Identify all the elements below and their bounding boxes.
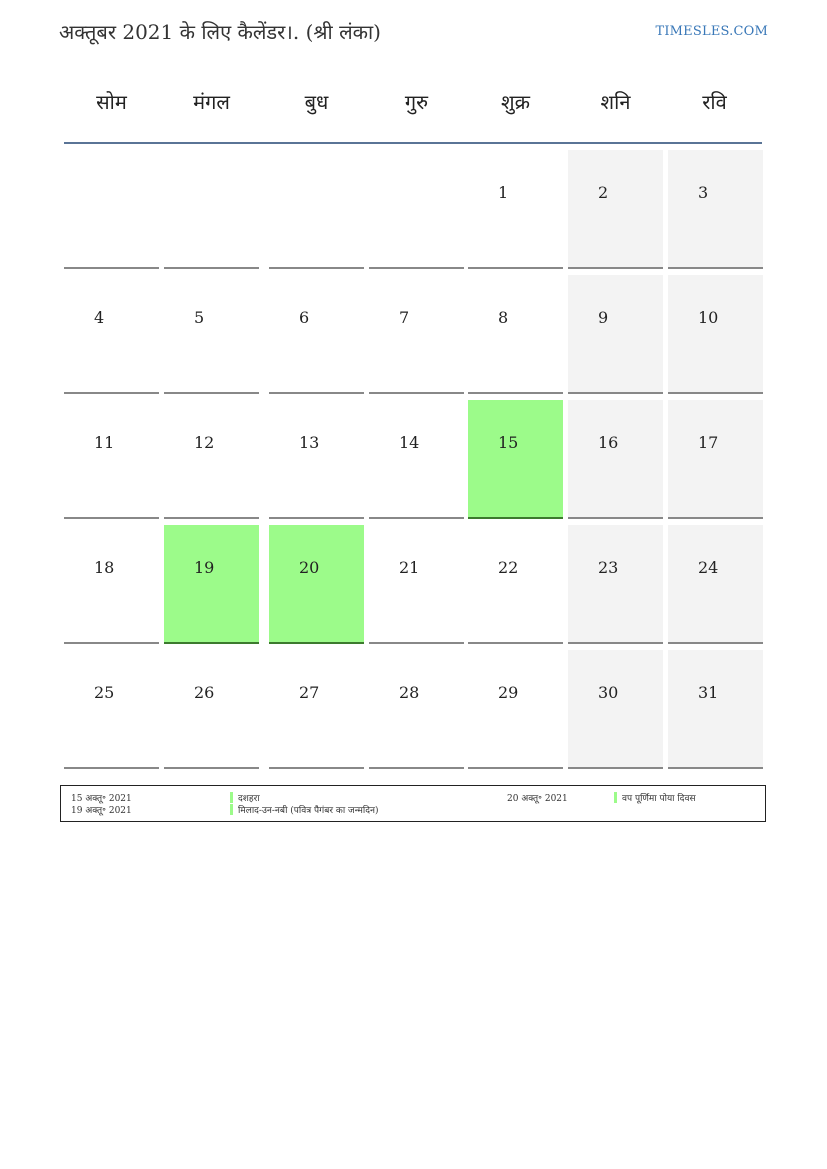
day-number: 1 (498, 183, 509, 202)
day-cell-2[interactable] (568, 150, 663, 269)
day-number: 14 (399, 433, 420, 452)
day-number: 17 (698, 433, 719, 452)
day-cell-16[interactable] (568, 400, 663, 519)
weekday-sun: रवि (702, 90, 727, 114)
day-cell-31[interactable] (668, 650, 763, 769)
day-cell-26[interactable] (164, 650, 259, 769)
legend-holiday-name: दशहरा (238, 794, 260, 804)
weekday-mon: सोम (96, 90, 127, 114)
day-cell-empty (269, 150, 364, 269)
day-cell-24[interactable] (668, 525, 763, 644)
day-number: 29 (498, 683, 519, 702)
day-cell-empty (164, 150, 259, 269)
weekday-sat: शनि (600, 90, 631, 114)
day-number: 11 (94, 433, 115, 452)
day-cell-6[interactable] (269, 275, 364, 394)
weekday-tue: मंगल (193, 90, 230, 114)
day-cell-10[interactable] (668, 275, 763, 394)
brand-link[interactable]: TIMESLES.COM (655, 24, 768, 39)
day-cell-20[interactable] (269, 525, 364, 644)
day-cell-19[interactable] (164, 525, 259, 644)
day-cell-21[interactable] (369, 525, 464, 644)
day-number: 3 (698, 183, 709, 202)
day-cell-30[interactable] (568, 650, 663, 769)
legend-color-marker (230, 804, 233, 815)
day-cell-18[interactable] (64, 525, 159, 644)
legend-date: 15 अक्तू॰ 2021 (71, 794, 132, 804)
day-cell-9[interactable] (568, 275, 663, 394)
day-cell-1[interactable] (468, 150, 563, 269)
day-cell-17[interactable] (668, 400, 763, 519)
day-number: 27 (299, 683, 320, 702)
day-cell-8[interactable] (468, 275, 563, 394)
day-number: 23 (598, 558, 619, 577)
weekday-thu: गुरु (404, 90, 429, 114)
day-cell-5[interactable] (164, 275, 259, 394)
day-cell-11[interactable] (64, 400, 159, 519)
page-title: अक्तूबर 2021 के लिए कैलेंडर।. (श्री लंका) (59, 20, 381, 44)
weekday-header-row (64, 88, 762, 118)
day-number: 8 (498, 308, 509, 327)
day-number: 4 (94, 308, 105, 327)
day-cell-13[interactable] (269, 400, 364, 519)
day-cell-28[interactable] (369, 650, 464, 769)
day-number: 16 (598, 433, 619, 452)
day-number: 6 (299, 308, 310, 327)
day-cell-27[interactable] (269, 650, 364, 769)
day-number: 20 (299, 558, 320, 577)
day-number: 24 (698, 558, 719, 577)
day-cell-29[interactable] (468, 650, 563, 769)
header-divider (64, 142, 762, 144)
day-cell-23[interactable] (568, 525, 663, 644)
legend-holiday-name: वप पूर्णिमा पोया दिवस (622, 794, 696, 804)
day-number: 31 (698, 683, 719, 702)
legend-holiday-name: मिलाद-उन-नबी (पवित्र पैगंबर का जन्मदिन) (238, 806, 379, 816)
legend-date: 19 अक्तू॰ 2021 (71, 806, 132, 816)
day-number: 21 (399, 558, 420, 577)
day-cell-empty (64, 150, 159, 269)
day-cell-25[interactable] (64, 650, 159, 769)
day-number: 9 (598, 308, 609, 327)
day-number: 28 (399, 683, 420, 702)
day-cell-empty (369, 150, 464, 269)
day-number: 15 (498, 433, 519, 452)
weekday-fri: शुक्र (501, 90, 530, 114)
day-number: 25 (94, 683, 115, 702)
day-number: 5 (194, 308, 205, 327)
day-number: 12 (194, 433, 215, 452)
day-cell-3[interactable] (668, 150, 763, 269)
day-cell-4[interactable] (64, 275, 159, 394)
day-cell-7[interactable] (369, 275, 464, 394)
legend-date: 20 अक्तू॰ 2021 (507, 794, 568, 804)
weekday-wed: बुध (304, 90, 329, 114)
legend-color-marker (614, 792, 617, 803)
day-number: 2 (598, 183, 609, 202)
day-cell-14[interactable] (369, 400, 464, 519)
day-number: 13 (299, 433, 320, 452)
day-cell-15[interactable] (468, 400, 563, 519)
day-number: 26 (194, 683, 215, 702)
day-number: 22 (498, 558, 519, 577)
day-cell-12[interactable] (164, 400, 259, 519)
day-number: 10 (698, 308, 719, 327)
legend-color-marker (230, 792, 233, 803)
day-number: 30 (598, 683, 619, 702)
day-number: 19 (194, 558, 215, 577)
day-cell-22[interactable] (468, 525, 563, 644)
day-number: 7 (399, 308, 410, 327)
day-number: 18 (94, 558, 115, 577)
holiday-legend (60, 785, 766, 822)
